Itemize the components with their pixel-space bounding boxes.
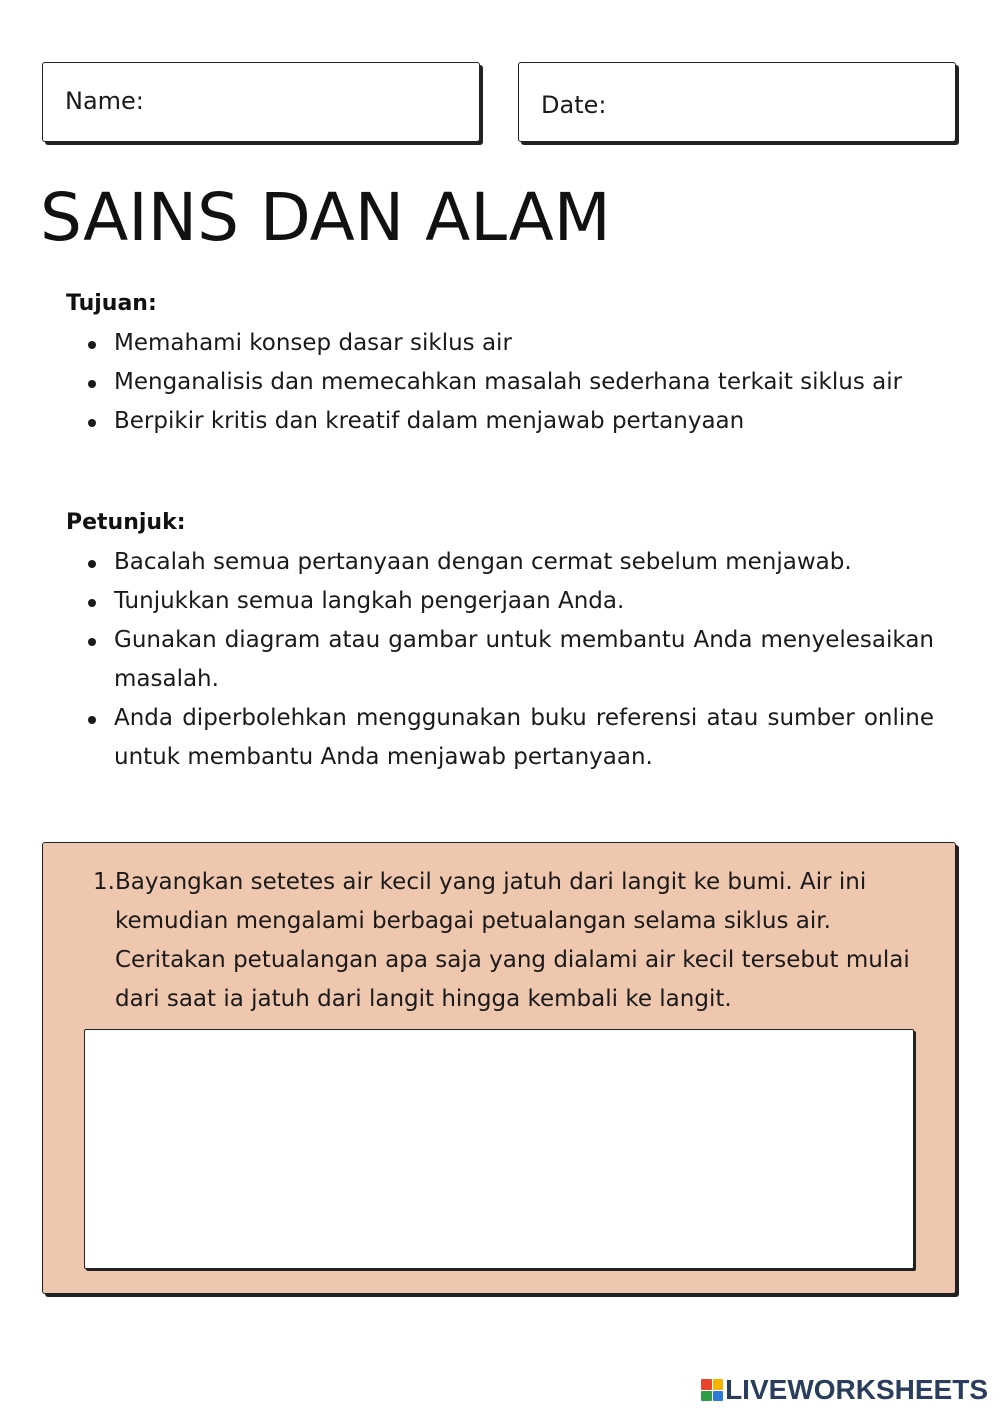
objectives-list bbox=[82, 324, 934, 441]
question-text: Bayangkan setetes air kecil yang jatuh dari langit ke bumi. Air ini kemudian mengalami berbagai petualangan selama siklus air. Ceritakan petualangan apa saja yang dialami air kecil tersebut mulai dari saat ia jatuh dari langit hingga kembali ke langit. bbox=[115, 869, 910, 1012]
date-label: Date: bbox=[541, 91, 607, 119]
objective-item: Berpikir kritis dan kreatif dalam menjawab pertanyaan bbox=[82, 402, 934, 441]
instructions-list bbox=[82, 543, 934, 777]
answer-input[interactable] bbox=[84, 1029, 914, 1269]
name-field[interactable] bbox=[42, 62, 480, 142]
liveworksheets-logo-icon bbox=[701, 1379, 723, 1401]
logo-square bbox=[701, 1379, 712, 1390]
question-number: 1. bbox=[93, 869, 115, 895]
objective-item: Memahami konsep dasar siklus air bbox=[82, 324, 934, 363]
logo-square bbox=[701, 1391, 712, 1402]
instruction-item: Anda diperbolehkan menggunakan buku referensi atau sumber online untuk membantu Anda menjawab pertanyaan. bbox=[82, 699, 934, 777]
objective-item: Menganalisis dan memecahkan masalah sederhana terkait siklus air bbox=[82, 363, 934, 402]
objectives-heading: Tujuan: bbox=[66, 291, 157, 316]
brand-name: LIVEWORKSHEETS bbox=[725, 1374, 988, 1405]
logo-square bbox=[713, 1379, 724, 1390]
page-title: SAINS DAN ALAM bbox=[40, 179, 611, 256]
date-field[interactable] bbox=[518, 62, 956, 142]
instructions-heading: Petunjuk: bbox=[66, 510, 186, 535]
liveworksheets-brand bbox=[701, 1374, 988, 1406]
instruction-item: Bacalah semua pertanyaan dengan cermat sebelum menjawab. bbox=[82, 543, 934, 582]
instruction-item: Gunakan diagram atau gambar untuk membantu Anda menyelesaikan masalah. bbox=[82, 621, 934, 699]
instruction-item: Tunjukkan semua langkah pengerjaan Anda. bbox=[82, 582, 934, 621]
question-card bbox=[42, 842, 956, 1294]
logo-square bbox=[713, 1391, 724, 1402]
name-label: Name: bbox=[65, 87, 144, 115]
